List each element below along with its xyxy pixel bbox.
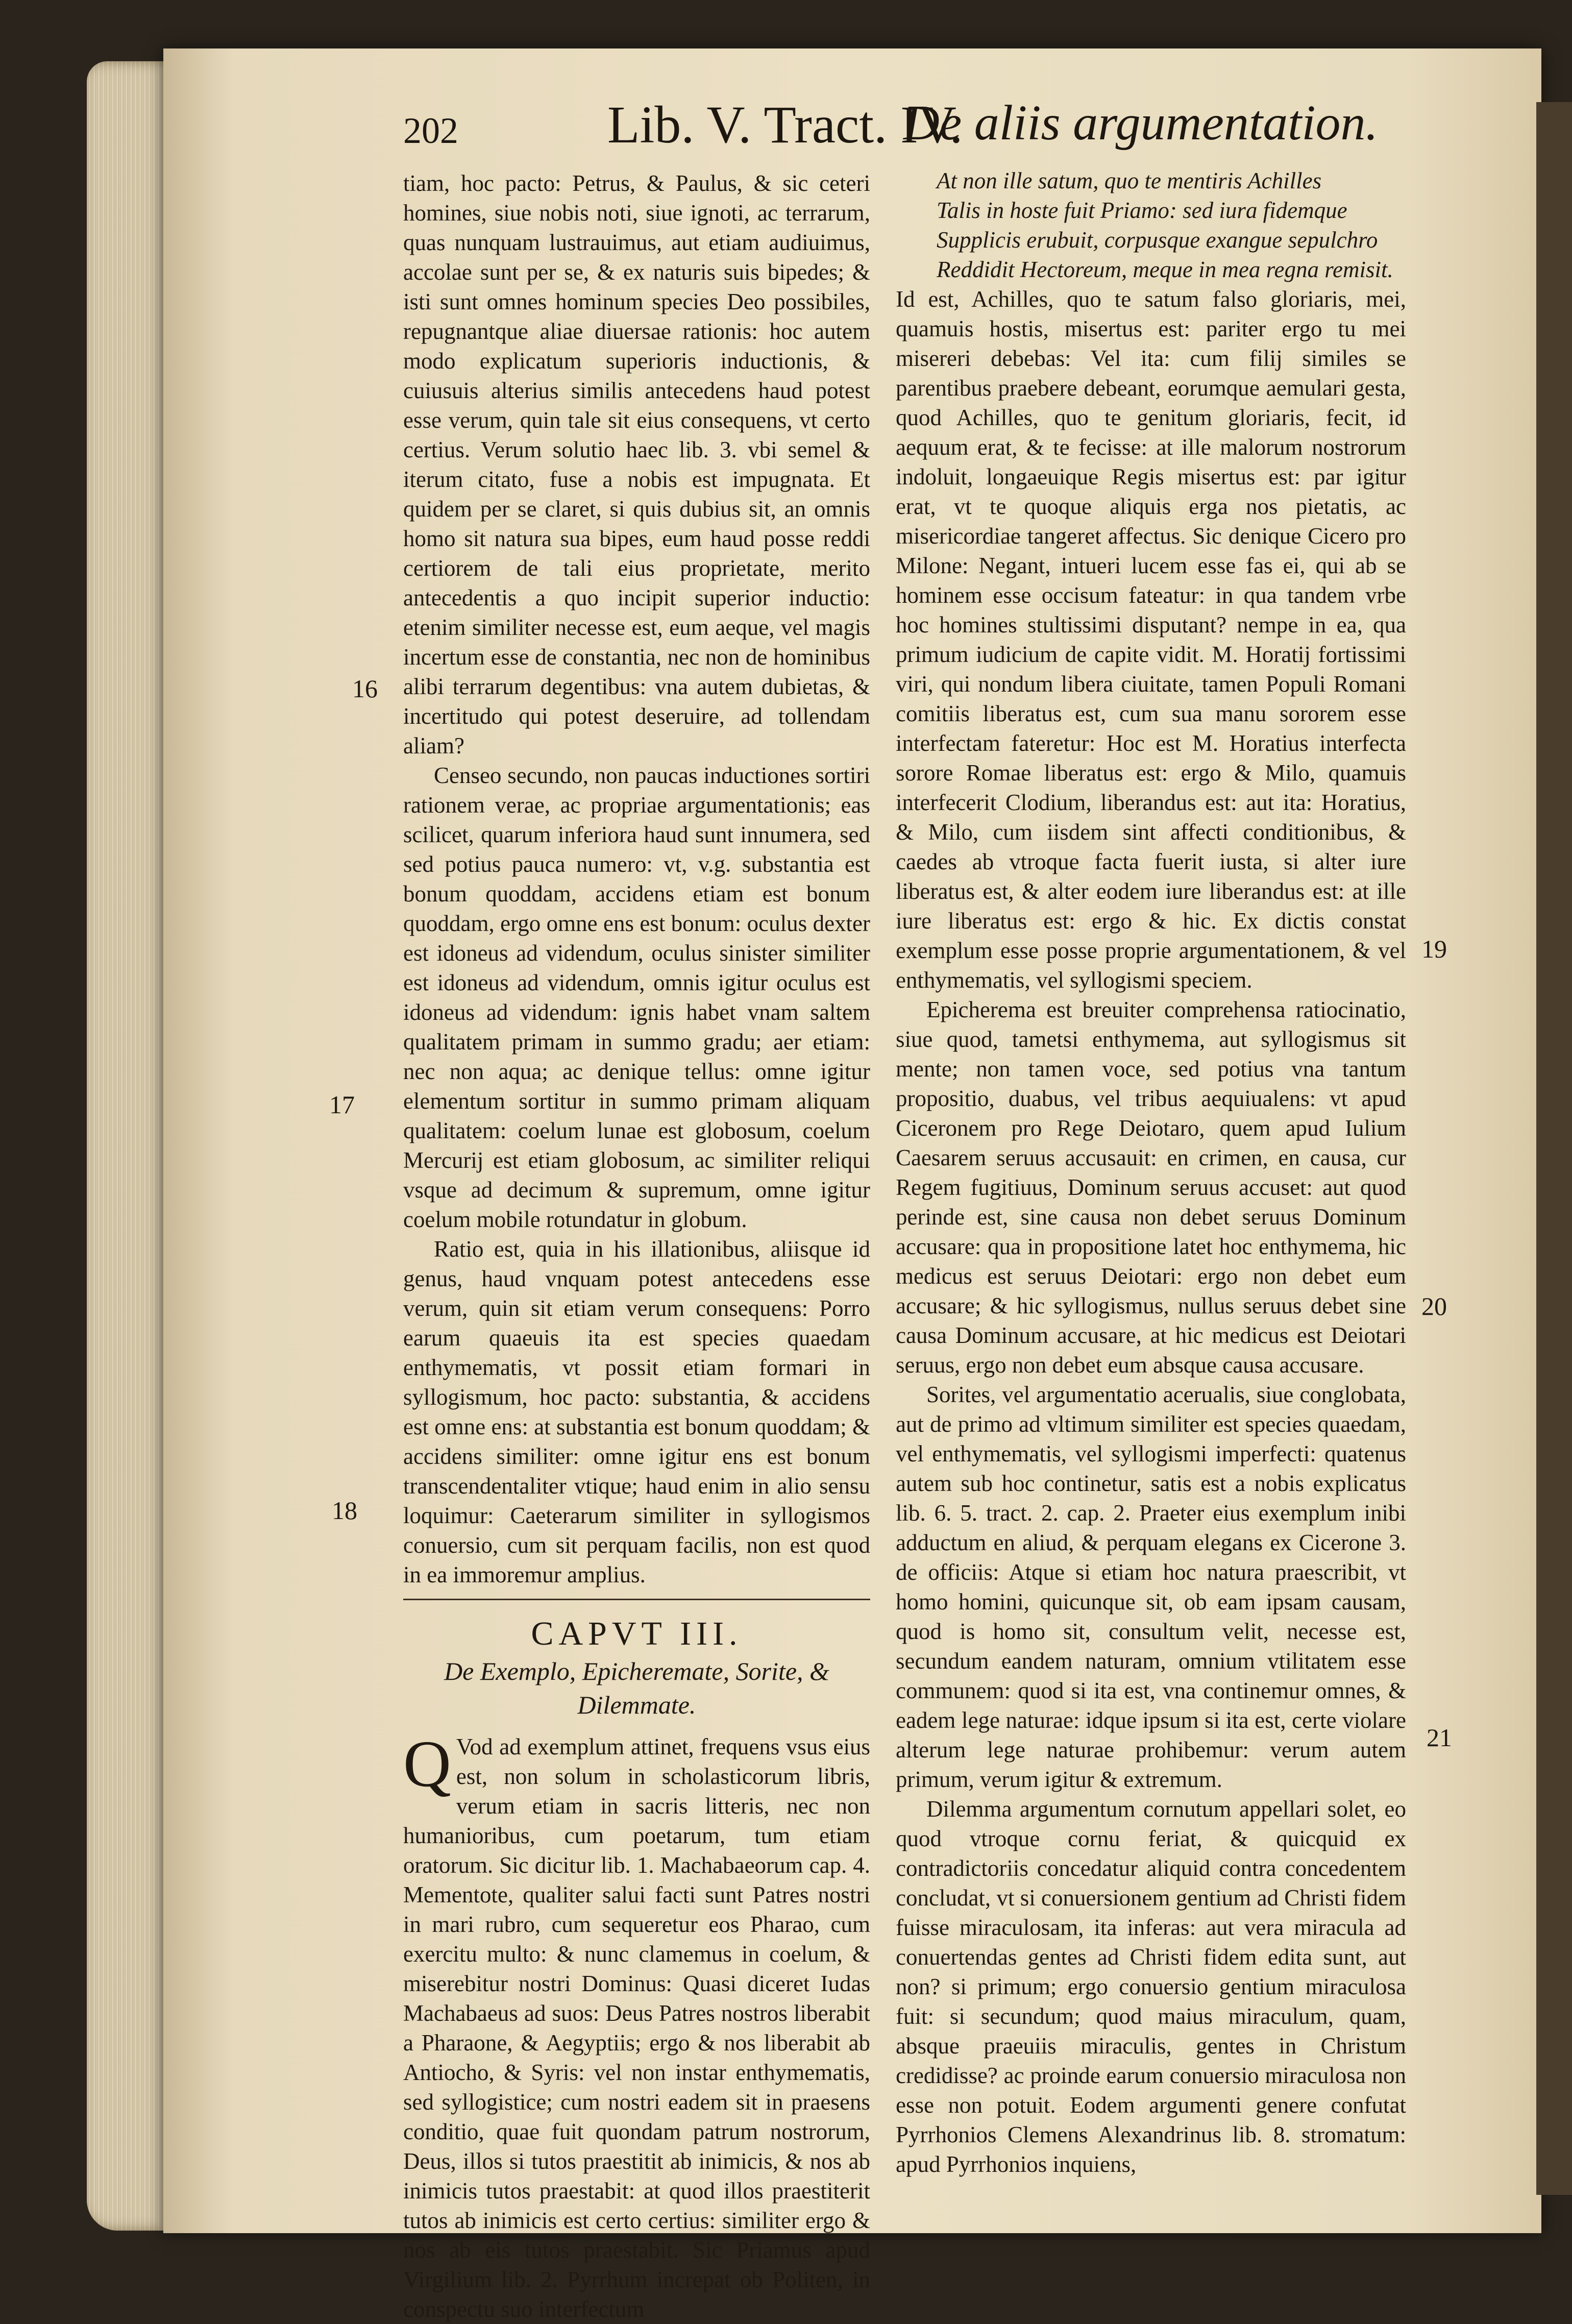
verse-line: Talis in hoste fuit Priamo: sed iura fidemque [937, 198, 1347, 223]
paragraph-with-dropcap [403, 1727, 870, 2324]
margin-number: 18 [332, 1496, 357, 1525]
margin-number: 17 [329, 1090, 355, 1119]
paragraph: Id est, Achilles, quo te satum falso gloriaris, mei, quamuis hostis, misertus est: pariter ergo tu mei misereri debebas: Vel ita: cum filij similes se parentibus praebere debeant, eorumque aemulari gesta, quod Achilles, quo te genitum gloriaris, fecit, id aequum erat, & te fecisse: at ille malorum nostrorum indoluit, longaeuique Regis misertus est: par igitur erat, vt te quoque aliquis erga nos pietatis, ac misericordiae tangeret affectus. Sic denique Cicero pro Milone: Negant, intueri lucem esse fas ei, qui ab se hominem esse occisum fateatur: in qua tandem vrbe hoc homines stultissimi disputant? nempe in ea, qua primum iudicium de capite vidit. M. Horatij fortissimi viri, qui nondum libera ciuitate, tamen Populi Romani comitiis liberatus est, cum sua manu sororem esse interfectam fateretur: Hoc est M. Horatius interfecta sorore Romae liberatus est: ergo & Milo, quamuis interfecerit Clodium, liberandus est: aut ita: Horatius, & Milo, cum iisdem sint affecti conditionibus, & caedes ab vtroque facta fuerit iusta, si alter iure liberatus est, & alter eodem iure liberandus est: at ille iure liberatus est: ergo & hic. Ex dictis constat exemplum esse posse proprie argumentationem, & vel enthymematis, vel syllogismi speciem. [896, 286, 1406, 993]
right-column [896, 166, 1406, 2179]
verse-line: Supplicis erubuit, corpusque exangue sepulchro [937, 227, 1378, 253]
running-head [403, 94, 1526, 161]
paragraph: tiam, hoc pacto: Petrus, & Paulus, & sic ceteri homines, siue nobis noti, siue ignoti, ac terrarum, quas nunquam lustrauimus, aut etiam audiuimus, accolae sunt per se, & ex naturis suis bipedes; & isti sunt omnes hominum species Deo possibiles, repugnantque aliae diuersae rationis: hoc autem modo explicatum superioris inductionis, & cuiusuis alterius similis antecedens haud potest esse verum, quin tale sit eius consequens, vt certo certius. Verum solutio haec lib. 3. vbi semel & iterum citato, fuse a nobis est impugnata. Et quidem per se claret, si quis dubius sit, an omnis homo sit natura sua bipes, eum haud posse reddi certiorem de tali eius proprietate, merito antecedentis a quo incipit superior inductio: etenim similiter necesse est, eum aeque, vel magis incertum esse de constantia, nec non de hominibus alibi terrarum degentibus: vna autem dubietas, & incertitudo qui potest deseruire, ad tollendam aliam? [403, 170, 870, 759]
paragraph: Ratio est, quia in his illationibus, aliisque id genus, haud vnquam potest antecedens esse verum, quin sit etiam verum consequens: Porro earum quaeuis ita est species quaedam enthymematis, vt possit etiam formari in syllogismum, hoc pacto: substantia, & accidens est omne ens: at substantia est bonum quoddam; & accidens similiter: omne igitur ens est bonum transcendentaliter vtique; haud enim in alio sensu loquimur: Caeterarum similiter in syllogismos conuersio, cum sit perquam facilis, non est quod in ea immoremur amplius. [403, 1236, 870, 1587]
left-column [403, 168, 870, 2324]
paragraph: Epicherema est breuiter comprehensa ratiocinatio, siue quod, tametsi enthymema, aut syllogismus sit mente; non tamen voce, sed potius vna tantum propositio, duabus, vel tribus aequiualens: vt apud Ciceronem pro Rege Deiotaro, quem apud Iulium Caesarem seruus accusauit: en crimen, en causa, cur Regem fugitiuus, Dominum seruus accuset: aut quod perinde est, sine causa non debet seruus Dominum accusare: qua in propositione latet hoc enthymema, hic medicus est seruus Deiotari: ergo non debet eum accusare; & hic syllogismus, nullus seruus debet sine causa Dominum accusare, at hic medicus est Deiotari seruus, ergo non debet eum absque causa accusare. [896, 997, 1406, 1378]
paragraph: Censeo secundo, non paucas inductiones sortiri rationem verae, ac propriae argumentationis; eas scilicet, quarum inferiora haud sunt innumera, sed sed potius pauca numero: vt, v.g. substantia est bonum quoddam, accidens etiam est bonum quoddam, ergo omne ens est bonum: oculus dexter est idoneus ad videndum, oculus sinister similiter est idoneus ad videndum, omnis igitur oculus est idoneus ad videndum: ignis habet vnam saltem qualitatem primam in summo gradu; aer etiam: nec non aqua; ac denique tellus: omne igitur elementum sortitur in summo primam aliquam qualitatem: coelum lunae est globosum, coelum Mercurij est etiam globosum, ac similiter reliqui vsque ad decimum & supremum, omne igitur coelum mobile rotundatur in globum. [403, 763, 870, 1232]
margin-number: 20 [1421, 1292, 1447, 1320]
drop-cap: Q [403, 1727, 451, 1801]
paragraph: Dilemma argumentum cornutum appellari solet, eo quod vtroque cornu feriat, & quicquid ex contradictoriis concedatur aliquid contra concedentem concludat, vt si conuersionem gentium ad Christi fidem fuisse miraculosam, ita inferas: aut vera miracula ad conuertendas gentes ad Christi fidem edita sunt, aut non? si primum; ergo conuersio gentium miraculosa fuit: si secundum; quod maius miraculum, quam, absque praeuiis miraculis, gentes in Christum credidisse? ac proinde earum conuersio miraculosa non esse non potuit. Eodem argumenti genere confutat Pyrrhonios Clemens Alexandrinus lib. 8. stromatum: apud Pyrrhonios inquiens, [896, 1796, 1406, 2177]
divider [403, 1599, 870, 1600]
margin-number: 19 [1421, 935, 1447, 963]
paragraph-text: Vod ad exemplum attinet, frequens vsus eius est, non solum in scholasticorum libris, verum etiam in sacris litteris, nec non humanioribus, cum poetarum, tum etiam oratorum. Sic dicitur lib. 1. Machabaeorum cap. 4. Mementote, qualiter salui facti sunt Patres nostri in mari rubro, cum sequeretur eos Pharao, cum exercitu multo: & nunc clamemus in coelum, & miserebitur nostri Dominus: Quasi diceret Iudas Machabaeus ad suos: Deus Patres nostros liberabit a Pharaone, & Aegyptiis; ergo & nos liberabit ab Antiocho, & Syris: vel non instar enthymematis, sed syllogistice; cum nostri eadem sit in praesens conditio, quae fuit quondam patrum nostrorum, Deus, illos si tutos praestitit ab inimicis, & nos ab inimicis tutos praestabit: at quod illos praestiterit tutos ab inimicis est certo certius: similiter ergo & nos ab eis tutos praestabit. Sic Priamus apud Virgilium lib. 2. Pyrrhum increpat ob Politen, in conspectu suo interfectum [403, 1734, 870, 2322]
verse-line: At non ille satum, quo te mentiris Achilles [937, 168, 1322, 193]
chapter-heading [403, 1599, 870, 1722]
margin-number: 16 [352, 674, 378, 703]
verse-quotation [896, 166, 1406, 284]
page-number: 202 [403, 110, 458, 151]
running-title: De aliis argumentation. [903, 95, 1379, 151]
paragraph: Sorites, vel argumentatio acerualis, siue conglobata, aut de primo ad vltimum similiter est species quaedam, vel enthymematis, vel syllogismi imperfecti: quatenus autem sub hoc continetur, satis est a nobis explicatus lib. 6. 5. tract. 2. cap. 2. Praeter eius exemplum inibi adductum en aliud, & perquam elegans ex Cicerone 3. de officiis: Atque si etiam hoc natura praescribit, vt homo homini, quicunque sit, ob eam ipsam causam, quod is homo sit, consultum velit, necesse est, secundum eandem naturam, omnium vtilitatem esse communem: quod si ita est, vna continemur omnes, & eadem lege naturae: idque ipsum si ita est, certe violare alterum lege naturae prohibemur: verum autem primum, verum igitur & extremum. [896, 1382, 1406, 1792]
chapter-title: CAPVT III. [531, 1615, 743, 1652]
chapter-subtitle: De Exemplo, Epicheremate, Sorite, & Dilemmate. [444, 1657, 829, 1719]
margin-number: 21 [1427, 1723, 1452, 1752]
verse-line: Reddidit Hectoreum, meque in mea regna remisit. [937, 257, 1393, 282]
facing-page-edge [1536, 102, 1572, 2195]
book-page-edges [87, 61, 174, 2231]
book-section-heading: Lib. V. Tract. IV. [607, 95, 963, 154]
